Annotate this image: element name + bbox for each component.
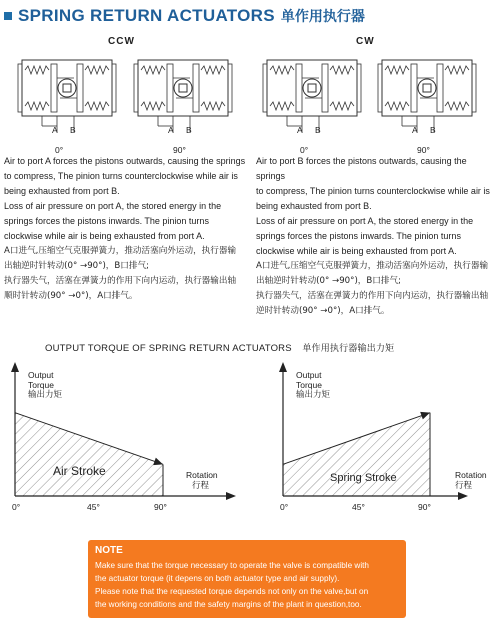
cw-text-line: Air to port B forces the pistons outwards, causing the springs — [256, 156, 467, 181]
cw-right-port-a: A — [412, 125, 418, 135]
left-y-label-cn: 输出力矩 — [28, 390, 63, 400]
cw-right-angle: 90° — [417, 145, 430, 155]
left-x-label-cn: 行程 — [192, 481, 210, 491]
ccw-text-cn-line: 出轴逆时针转动(0° →90°)，B口排气; — [4, 261, 149, 271]
note-box — [88, 540, 406, 618]
spring-stroke-label: Spring Stroke — [330, 472, 397, 484]
page-title: SPRING RETURN ACTUATORS — [18, 6, 275, 25]
ccw-actuator-0 — [18, 60, 116, 132]
ccw-label: CCW — [108, 36, 135, 47]
ccw-text-line: Loss of air pressure on port A, the stored energy in the — [4, 201, 222, 211]
ccw-left-port-a: A — [52, 125, 58, 135]
air-stroke-label: Air Stroke — [53, 464, 106, 478]
cw-text-line: clockwise while air is being exhausted from port A. — [256, 246, 457, 256]
spring-stroke-chart — [250, 360, 501, 520]
right-tick-90: 90° — [418, 502, 431, 512]
torque-title-cn: 单作用执行器输出力矩 — [302, 344, 395, 354]
left-tick-45: 45° — [87, 502, 100, 512]
right-y-label-1: Output — [296, 370, 322, 380]
ccw-left-angle: 0° — [55, 145, 64, 155]
air-stroke-arrowhead — [153, 458, 163, 466]
ccw-right-port-b: B — [186, 125, 192, 135]
x-axis-arrow — [226, 492, 236, 500]
page-title-cn: 单作用执行器 — [280, 9, 365, 25]
cw-text-cn-line: 出轴逆时针转动(0° →90°)，B口排气; — [256, 276, 401, 286]
left-tick-0: 0° — [12, 502, 21, 512]
right-y-label-2: Torque — [296, 380, 322, 390]
cw-left-port-b: B — [315, 125, 321, 135]
ccw-right-angle: 90° — [173, 145, 186, 155]
left-tick-90: 90° — [154, 502, 167, 512]
cw-text-line: springs forces the pistons inwards. The pinion turns — [256, 231, 461, 241]
cw-text-cn-line: 执行器失气，活塞在弹簧力的作用下向内运动，执行器输出轴 — [256, 291, 489, 301]
actuator-diagrams — [0, 50, 501, 160]
right-tick-0: 0° — [280, 502, 289, 512]
cw-right-port-b: B — [430, 125, 436, 135]
cw-text-cn-line: 逆时针转动(90° →0°)，A口排气。 — [256, 306, 390, 316]
cw-left-angle: 0° — [300, 145, 309, 155]
ccw-text-line: being exhausted from port B. — [4, 186, 120, 196]
cw-text-line: Loss of air pressure on port A, the stored energy in the — [256, 216, 474, 226]
air-stroke-area — [15, 413, 163, 496]
left-y-label-2: Torque — [28, 380, 54, 390]
cw-label: CW — [356, 36, 375, 47]
note-line: the working conditions and the safety margins of the plant in question,too. — [95, 600, 362, 609]
ccw-text-line: springs forces the pistons inwards. The pinion turns — [4, 216, 209, 226]
cw-text-line: being exhausted from port B. — [256, 201, 372, 211]
ccw-description — [4, 154, 248, 304]
ccw-text-cn-line: A口进气,压缩空气克服弹簧力，推动活塞向外运动，执行器输 — [4, 246, 237, 256]
page-header — [4, 6, 365, 26]
title-bullet — [4, 12, 12, 20]
note-line: the actuator torque (it depens on both actuator type and air supply). — [95, 574, 340, 583]
ccw-text-cn-line: 顺时针转动(90° →0°)，A口排气。 — [4, 291, 138, 301]
ccw-text-cn-line: 执行器失气，活塞在弹簧力的作用下向内运动，执行器输出轴 — [4, 276, 237, 286]
y-axis-arrow — [279, 362, 287, 372]
cw-left-port-a: A — [297, 125, 303, 135]
ccw-left-port-b: B — [70, 125, 76, 135]
cw-text-cn-line: A口进气,压缩空气克服弹簧力，推动活塞向外运动，执行器输 — [256, 261, 489, 271]
torque-section-title — [45, 341, 394, 354]
torque-title-en: OUTPUT TORQUE OF SPRING RETURN ACTUATORS — [45, 343, 292, 354]
ccw-right-port-a: A — [168, 125, 174, 135]
ccw-text-line: to compress, The pinion turns counterclockwise while air is — [4, 171, 238, 181]
cw-actuator-0 — [263, 60, 361, 132]
note-line: Make sure that the torque necessary to operate the valve is compatible with — [95, 561, 369, 570]
right-x-label-cn: 行程 — [455, 481, 473, 491]
note-line: Please note that the requested torque depends not only on the valve,but on — [95, 587, 369, 596]
right-tick-45: 45° — [352, 502, 365, 512]
right-x-label: Rotation — [455, 470, 487, 480]
left-x-label: Rotation — [186, 470, 218, 480]
y-axis-arrow — [11, 362, 19, 372]
x-axis-arrow — [458, 492, 468, 500]
cw-description — [256, 154, 498, 319]
left-y-label-1: Output — [28, 370, 54, 380]
right-y-label-cn: 输出力矩 — [296, 390, 331, 400]
note-heading: NOTE — [95, 545, 123, 556]
ccw-text-line: clockwise while air is being exhausted from port A. — [4, 231, 205, 241]
ccw-actuator-90 — [134, 60, 232, 132]
cw-actuator-90 — [378, 60, 476, 132]
cw-text-line: to compress, The pinion turns counterclockwise while air is — [256, 186, 490, 196]
ccw-text-line: Air to port A forces the pistons outwards, causing the springs — [4, 156, 246, 166]
